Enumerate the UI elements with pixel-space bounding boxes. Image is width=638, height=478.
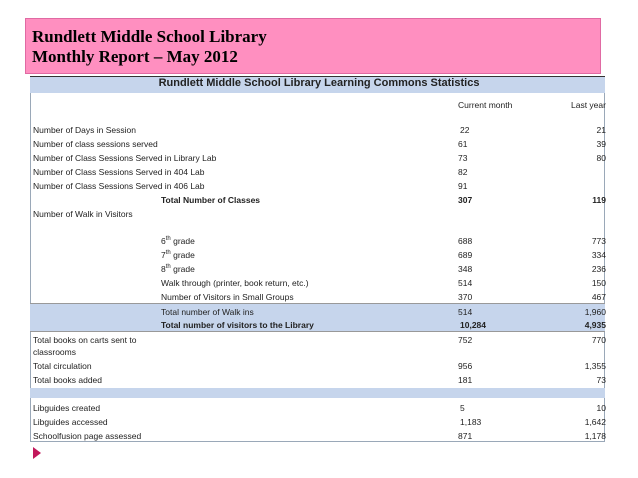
row-last-grade-8: 236 (591, 264, 606, 274)
row-cur-classes-served: 61 (458, 139, 468, 149)
row-cur-total-classes: 307 (458, 195, 473, 205)
row-last-days: 21 (596, 125, 606, 135)
row-label-lab-406: Number of Class Sessions Served in 406 Lab (33, 181, 205, 191)
row-label-libguides-created: Libguides created (33, 403, 101, 413)
row-last-libguides-created: 10 (596, 403, 606, 413)
row-label-small-groups: Number of Visitors in Small Groups (161, 292, 294, 302)
row-cur-walk-through: 514 (458, 278, 473, 288)
report-banner (25, 18, 601, 74)
row-cur-total-visitors: 10,284 (460, 320, 486, 330)
row-cur-grade-7: 689 (458, 250, 473, 260)
table-title: Rundlett Middle School Library Learning Commons Statistics (158, 77, 480, 89)
row-label-books-added: Total books added (33, 375, 102, 385)
separator-band (30, 388, 605, 398)
row-last-total-walkins: 1,960 (584, 307, 606, 317)
col-header-last-year: Last year (571, 100, 606, 110)
row-cur-books-added: 181 (458, 375, 473, 385)
row-label-library-lab: Number of Class Sessions Served in Library Lab (33, 153, 217, 163)
row-label-schoolfusion: Schoolfusion page assessed (33, 431, 142, 441)
row-cur-days: 22 (460, 125, 470, 135)
next-slide-arrow-icon[interactable] (33, 447, 41, 459)
row-label-walk-in-header: Number of Walk in Visitors (33, 209, 133, 219)
row-label-lab-404: Number of Class Sessions Served in 404 Lab (33, 167, 205, 177)
row-cur-library-lab: 73 (458, 153, 468, 163)
row-cur-circulation: 956 (458, 361, 473, 371)
banner-title: Rundlett Middle School Library (32, 27, 267, 46)
col-header-current: Current month (458, 100, 513, 110)
row-last-small-groups: 467 (591, 292, 606, 302)
row-label-circulation: Total circulation (33, 361, 92, 371)
row-label-libguides-accessed: Libguides accessed (33, 417, 108, 427)
row-label-total-visitors: Total number of visitors to the Library (161, 320, 314, 330)
totals-band (30, 304, 605, 331)
row-label-classes-served: Number of class sessions served (33, 139, 158, 149)
row-last-library-lab: 80 (596, 153, 606, 163)
row-last-walk-through: 150 (591, 278, 606, 288)
row-last-books-added: 73 (596, 375, 606, 385)
row-last-total-visitors: 4,935 (584, 320, 606, 330)
row-last-libguides-accessed: 1,642 (584, 417, 606, 427)
row-label-walk-through: Walk through (printer, book return, etc.) (161, 278, 309, 288)
row-last-grade-6: 773 (591, 236, 606, 246)
row-label-grade-8: 8th grade (161, 264, 195, 274)
row-last-total-classes: 119 (592, 195, 606, 205)
row-label-carts-cont: classrooms (33, 347, 76, 357)
row-cur-total-walkins: 514 (458, 307, 473, 317)
row-label-grade-7: 7th grade (161, 250, 195, 260)
row-cur-lab-404: 82 (458, 167, 468, 177)
row-label-carts: Total books on carts sent to (33, 335, 137, 345)
row-label-grade-6: 6th grade (161, 236, 195, 246)
row-last-classes-served: 39 (596, 139, 606, 149)
banner-subtitle: Monthly Report – May 2012 (32, 47, 238, 66)
row-last-carts: 770 (591, 335, 606, 345)
row-last-schoolfusion: 1,178 (584, 431, 606, 441)
row-last-grade-7: 334 (591, 250, 606, 260)
row-last-circulation: 1,355 (584, 361, 606, 371)
row-cur-small-groups: 370 (458, 292, 473, 302)
row-cur-libguides-created: 5 (460, 403, 465, 413)
row-cur-schoolfusion: 871 (458, 431, 473, 441)
row-cur-carts: 752 (458, 335, 473, 345)
row-label-total-walkins: Total number of Walk ins (161, 307, 254, 317)
row-label-days: Number of Days in Session (33, 125, 136, 135)
row-label-total-classes: Total Number of Classes (161, 195, 261, 205)
row-cur-lab-406: 91 (458, 181, 468, 191)
row-cur-grade-8: 348 (458, 264, 473, 274)
divider (30, 331, 605, 332)
row-cur-grade-6: 688 (458, 236, 473, 246)
row-cur-libguides-accessed: 1,183 (460, 417, 482, 427)
